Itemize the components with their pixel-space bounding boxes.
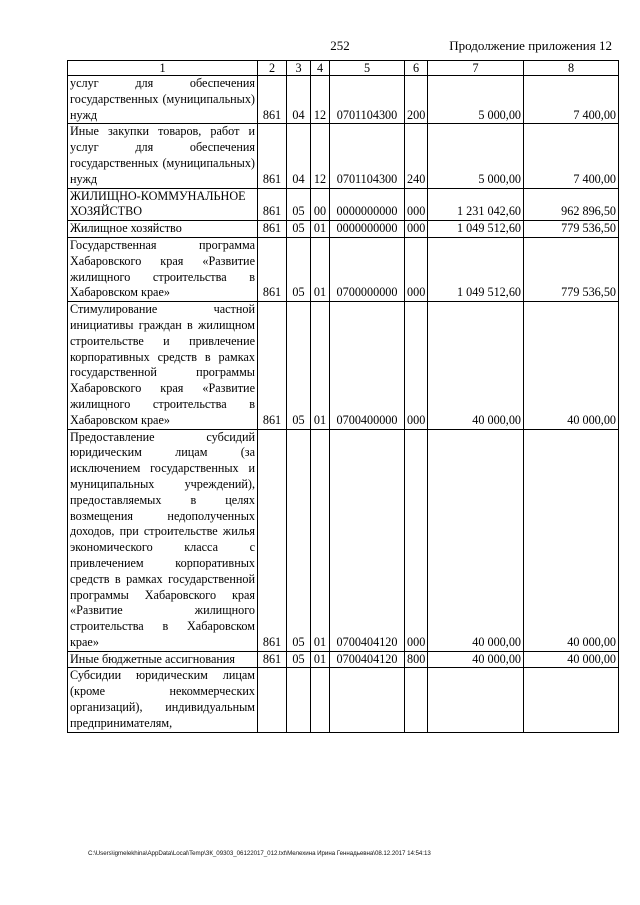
- ministry-code: 861: [258, 651, 287, 668]
- target-article-code: 0701104300: [330, 124, 405, 188]
- ministry-code: 861: [258, 188, 287, 221]
- section-code: 05: [287, 188, 311, 221]
- target-article-code: 0700404120: [330, 651, 405, 668]
- ministry-code: 861: [258, 237, 287, 301]
- expense-type-code: 000: [405, 188, 428, 221]
- amount-col7: 1 049 512,60: [428, 237, 524, 301]
- page-number: 252: [330, 38, 350, 53]
- target-article-code: 0700400000: [330, 302, 405, 429]
- header-cell: 6: [405, 61, 428, 76]
- amount-col8: [524, 668, 619, 732]
- amount-col8: 779 536,50: [524, 237, 619, 301]
- table-row: [68, 237, 619, 301]
- header-row: [68, 61, 619, 76]
- section-code: 05: [287, 237, 311, 301]
- row-name: Стимулирование частной инициативы граждан в жилищном строительстве и привлечение корпоративных средств в рамках государственной программы Хабаровского края «Развитие жилищного строительства в Хабаровском крае»: [68, 302, 258, 429]
- table-row: [68, 76, 619, 124]
- section-code: 05: [287, 429, 311, 651]
- ministry-code: 861: [258, 124, 287, 188]
- row-name: Государственная программа Хабаровского края «Развитие жилищного строительства в Хабаровском крае»: [68, 237, 258, 301]
- expense-type-code: [405, 668, 428, 732]
- subsection-code: 12: [311, 76, 330, 124]
- amount-col8: 962 896,50: [524, 188, 619, 221]
- section-code: [287, 668, 311, 732]
- header-cell: 4: [311, 61, 330, 76]
- target-article-code: 0000000000: [330, 221, 405, 238]
- expense-type-code: 000: [405, 429, 428, 651]
- expense-type-code: 000: [405, 221, 428, 238]
- table-row: [68, 429, 619, 651]
- header-cell: 8: [524, 61, 619, 76]
- amount-col7: 40 000,00: [428, 429, 524, 651]
- header-cell: 5: [330, 61, 405, 76]
- table-row: [68, 651, 619, 668]
- target-article-code: 0000000000: [330, 188, 405, 221]
- header-cell: 2: [258, 61, 287, 76]
- amount-col8: 7 400,00: [524, 76, 619, 124]
- table-row: [68, 124, 619, 188]
- amount-col7: 5 000,00: [428, 124, 524, 188]
- header-cell: 7: [428, 61, 524, 76]
- expense-type-code: 240: [405, 124, 428, 188]
- header-cell: 3: [287, 61, 311, 76]
- expense-type-code: 200: [405, 76, 428, 124]
- expense-type-code: 000: [405, 302, 428, 429]
- table-row: [68, 302, 619, 429]
- ministry-code: 861: [258, 221, 287, 238]
- subsection-code: 01: [311, 302, 330, 429]
- row-name: ЖИЛИЩНО-КОММУНАЛЬНОЕ ХОЗЯЙСТВО: [68, 188, 258, 221]
- table-row: [68, 221, 619, 238]
- amount-col7: 1 049 512,60: [428, 221, 524, 238]
- expense-type-code: 800: [405, 651, 428, 668]
- amount-col7: [428, 668, 524, 732]
- table-row: [68, 188, 619, 221]
- row-name: Жилищное хозяйство: [68, 221, 258, 238]
- subsection-code: 01: [311, 651, 330, 668]
- subsection-code: 00: [311, 188, 330, 221]
- table-row: [68, 668, 619, 732]
- amount-col7: 40 000,00: [428, 302, 524, 429]
- subsection-code: 12: [311, 124, 330, 188]
- ministry-code: [258, 668, 287, 732]
- row-name: Предоставление субсидий юридическим лицам (за исключением государственных и муниципальных учреждений), предоставляемых в целях возмещения недополученных доходов, при строительстве жилья экономического класса с привлечением корпоративных средств в рамках государственной программы Хабаровского края «Развитие жилищного строительства в Хабаровском крае»: [68, 429, 258, 651]
- ministry-code: 861: [258, 302, 287, 429]
- amount-col8: 7 400,00: [524, 124, 619, 188]
- subsection-code: 01: [311, 429, 330, 651]
- file-path-footer: C:\Users\igmelekhina\AppData\Local\Temp\ЗК_09303_06122017_012.txt\Мелехина Ирина Геннадьевна\08.12.2017 14:54:13: [88, 850, 431, 857]
- header-cell: 1: [68, 61, 258, 76]
- amount-col8: 40 000,00: [524, 429, 619, 651]
- amount-col8: 40 000,00: [524, 651, 619, 668]
- amount-col8: 40 000,00: [524, 302, 619, 429]
- row-name: услуг для обеспечения государственных (муниципальных) нужд: [68, 76, 258, 124]
- target-article-code: 0701104300: [330, 76, 405, 124]
- amount-col7: 40 000,00: [428, 651, 524, 668]
- target-article-code: 0700000000: [330, 237, 405, 301]
- section-code: 04: [287, 124, 311, 188]
- row-name: Субсидии юридическим лицам (кроме некоммерческих организаций), индивидуальным предпринимателям,: [68, 668, 258, 732]
- ministry-code: 861: [258, 76, 287, 124]
- expense-type-code: 000: [405, 237, 428, 301]
- amount-col8: 779 536,50: [524, 221, 619, 238]
- subsection-code: 01: [311, 237, 330, 301]
- section-code: 05: [287, 651, 311, 668]
- subsection-code: 01: [311, 221, 330, 238]
- row-name: Иные закупки товаров, работ и услуг для обеспечения государственных (муниципальных) нужд: [68, 124, 258, 188]
- appendix-caption: Продолжение приложения 12: [449, 38, 612, 53]
- subsection-code: [311, 668, 330, 732]
- budget-table: [67, 60, 619, 733]
- row-name: Иные бюджетные ассигнования: [68, 651, 258, 668]
- amount-col7: 1 231 042,60: [428, 188, 524, 221]
- section-code: 05: [287, 302, 311, 429]
- section-code: 05: [287, 221, 311, 238]
- section-code: 04: [287, 76, 311, 124]
- ministry-code: 861: [258, 429, 287, 651]
- target-article-code: 0700404120: [330, 429, 405, 651]
- target-article-code: [330, 668, 405, 732]
- amount-col7: 5 000,00: [428, 76, 524, 124]
